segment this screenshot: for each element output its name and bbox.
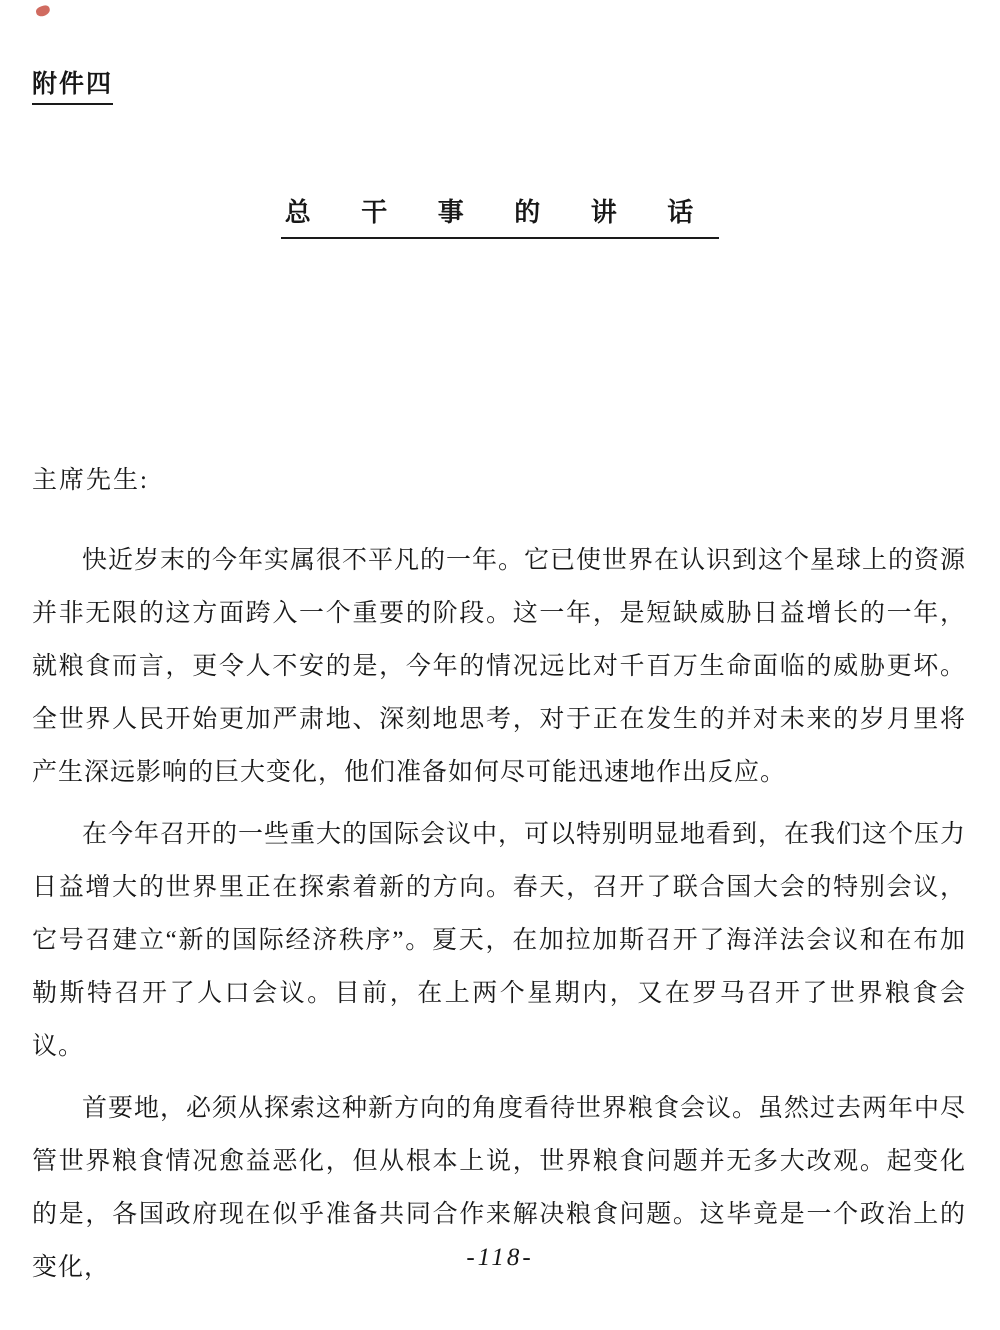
page-number: -118- xyxy=(466,1244,534,1271)
salutation: 主席先生: xyxy=(32,467,149,494)
paragraph-1: 快近岁末的今年实属很不平凡的一年。它已使世界在认识到这个星球上的资源并非无限的这方面跨入一个重要的阶段。这一年，是短缺威胁日益增长的一年，就粮食而言，更令人不安的是，今年的情况远比对千百万生命面临的威胁更坏。全世界人民开始更加严肃地、深刻地思考，对于正在发生的并对未来的岁月里将产生深远影响的巨大变化，他们准备如何尽可能迅速地作出反应。 xyxy=(32,547,967,786)
title-row xyxy=(0,192,1000,239)
annex-label: 附件四 xyxy=(32,64,113,105)
page-title: 总 干 事 的 讲 话 xyxy=(281,192,720,239)
document-body xyxy=(32,460,966,1303)
paragraph-3: 首要地，必须从探索这种新方向的角度看待世界粮食会议。虽然过去两年中尽管世界粮食情况愈益恶化，但从根本上说，世界粮食问题并无多大改观。起变化的是，各国政府现在似乎准备共同合作来解决粮食问题。这毕竟是一个政治上的变化， xyxy=(32,1095,967,1281)
scan-artifact-mark xyxy=(35,4,51,17)
paragraph-2: 在今年召开的一些重大的国际会议中，可以特别明显地看到，在我们这个压力日益增大的世界里正在探索着新的方向。春天，召开了联合国大会的特别会议，它号召建立“新的国际经济秩序”。夏天，在加拉加斯召开了海洋法会议和在布加勒斯特召开了人口会议。目前，在上两个星期内，又在罗马召开了世界粮食会议。 xyxy=(32,821,967,1060)
